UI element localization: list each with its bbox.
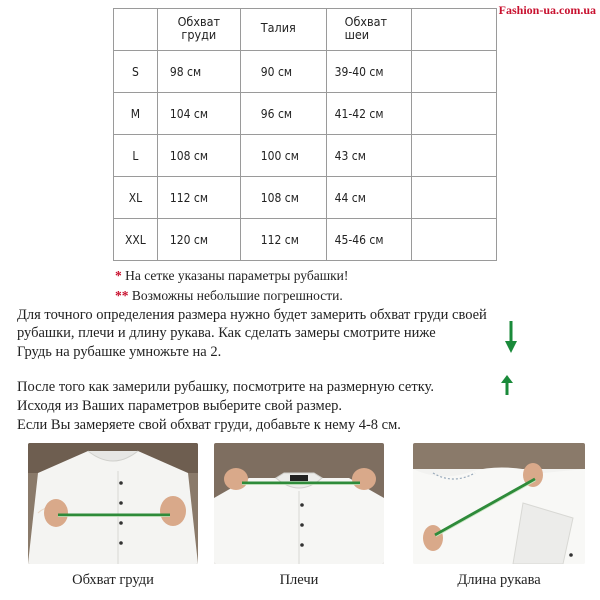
note-shirt-params: [115, 268, 348, 284]
header-cell: [114, 9, 158, 51]
size-cell: S: [114, 51, 158, 93]
chest-cell: 98 см: [157, 51, 240, 93]
size-cell: XL: [114, 177, 158, 219]
arrow-down-icon: [505, 321, 517, 353]
asterisk-mark: *: [115, 268, 122, 283]
table-header-row: [114, 9, 497, 51]
note-text: На сетке указаны параметры рубашки!: [125, 268, 349, 283]
empty-cell: [412, 177, 497, 219]
empty-cell: [412, 51, 497, 93]
header-cell-chest: Обхват груди: [157, 9, 240, 51]
empty-cell: [412, 93, 497, 135]
sleeve-measure-photo: [413, 443, 585, 564]
caption-sleeve: Длина рукава: [457, 572, 541, 588]
table-row: [114, 93, 497, 135]
waist-cell: 90 см: [240, 51, 326, 93]
header-cell-neck: Обхват шеи: [326, 9, 412, 51]
header-cell: [412, 9, 497, 51]
table-row: [114, 177, 497, 219]
shoulders-measure-photo: [214, 443, 384, 564]
table-row: [114, 219, 497, 261]
waist-cell: 96 см: [240, 93, 326, 135]
neck-cell: 43 см: [326, 135, 412, 177]
table-row: [114, 135, 497, 177]
instruction-line: После того как замерили рубашку, посмотрите на размерную сетку.: [17, 379, 434, 395]
chest-cell: 108 см: [157, 135, 240, 177]
size-chart-table: [113, 8, 497, 261]
site-watermark: Fashion-ua.com.ua: [498, 3, 596, 17]
size-cell: L: [114, 135, 158, 177]
neck-cell: 44 см: [326, 177, 412, 219]
size-cell: M: [114, 93, 158, 135]
instruction-line: Исходя из Ваших параметров выберите свой размер.: [17, 398, 343, 414]
instruction-line: Если Вы замеряете свой обхват груди, добавьте к нему 4-8 см.: [17, 417, 401, 433]
chest-cell: 112 см: [157, 177, 240, 219]
arrow-up-icon: [501, 375, 513, 395]
neck-cell: 45-46 см: [326, 219, 412, 261]
caption-shoulders: Плечи: [279, 572, 319, 588]
waist-cell: 108 см: [240, 177, 326, 219]
header-cell-waist: Талия: [240, 9, 326, 51]
instruction-line: Для точного определения размера нужно будет замерить обхват груди своей: [17, 307, 487, 323]
neck-cell: 41-42 см: [326, 93, 412, 135]
caption-chest: Обхват груди: [72, 572, 154, 588]
instruction-line: рубашки, плечи и длину рукава. Как сделать замеры смотрите ниже: [17, 325, 436, 341]
chest-cell: 120 см: [157, 219, 240, 261]
chest-cell: 104 см: [157, 93, 240, 135]
neck-cell: 39-40 см: [326, 51, 412, 93]
waist-cell: 112 см: [240, 219, 326, 261]
chest-measure-photo: [28, 443, 198, 564]
empty-cell: [412, 219, 497, 261]
size-cell: XXL: [114, 219, 158, 261]
table-row: [114, 51, 497, 93]
empty-cell: [412, 135, 497, 177]
instruction-line: Грудь на рубашке умножьте на 2.: [17, 344, 222, 360]
asterisk-mark: **: [115, 288, 129, 303]
note-text: Возможны небольшие погрешности.: [131, 288, 343, 303]
note-tolerance: [115, 288, 343, 304]
waist-cell: 100 см: [240, 135, 326, 177]
